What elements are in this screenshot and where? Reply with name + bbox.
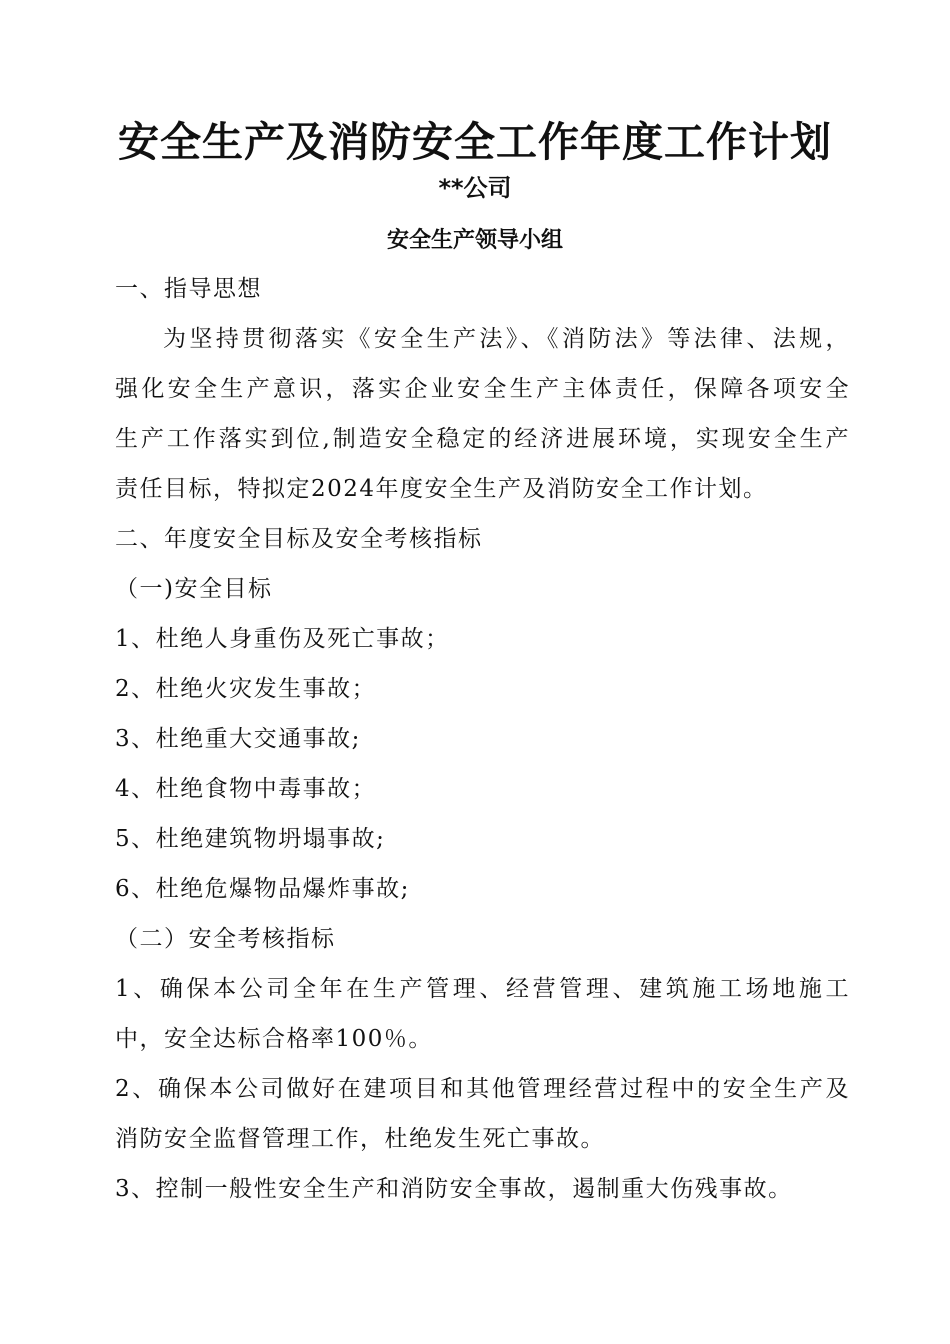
subsection-heading-safety-goals: （一)安全目标 (115, 576, 273, 602)
list-item: 3、杜绝重大交通事故; (115, 726, 361, 752)
list-item: 1、确保本公司全年在生产管理、经营管理、建筑施工场地施工 (115, 976, 850, 1002)
list-item: 2、杜绝火灾发生事故； (115, 676, 377, 702)
subsection-heading-assessment-indicators: （二）安全考核指标 (115, 926, 336, 952)
document-body (115, 264, 850, 1214)
company-name: **公司 (438, 174, 512, 202)
list-item: 6、杜绝危爆物品爆炸事故; (115, 876, 410, 902)
document-title: 安全生产及消防安全工作年度工作计划 (118, 118, 832, 166)
paragraph-line: 生产工作落实到位,制造安全稳定的经济进展环境，实现安全生产 (115, 426, 850, 452)
list-item: 1、杜绝人身重伤及死亡事故； (115, 626, 450, 652)
paragraph-line: 责任目标，特拟定2024年度安全生产及消防安全工作计划。 (115, 476, 768, 502)
list-item: 4、杜绝食物中毒事故； (115, 776, 377, 802)
list-item: 3、控制一般性安全生产和消防安全事故，遏制重大伤残事故。 (115, 1176, 793, 1202)
section-heading-annual-targets: 二、年度安全目标及安全考核指标 (115, 526, 483, 552)
list-item: 5、杜绝建筑物坍塌事故; (115, 826, 386, 852)
leadership-group-name: 安全生产领导小组 (386, 228, 563, 253)
paragraph-line: 强化安全生产意识，落实企业安全生产主体责任，保障各项安全 (115, 376, 850, 402)
section-heading-guiding-thought: 一、指导思想 (115, 276, 262, 302)
paragraph-line: 为坚持贯彻落实《安全生产法》、《消防法》等法律、法规， (163, 326, 850, 352)
list-item: 2、确保本公司做好在建项目和其他管理经营过程中的安全生产及 (115, 1076, 850, 1102)
list-item-continuation: 消防安全监督管理工作，杜绝发生死亡事故。 (115, 1126, 605, 1152)
list-item-continuation: 中，安全达标合格率100％。 (115, 1026, 433, 1052)
